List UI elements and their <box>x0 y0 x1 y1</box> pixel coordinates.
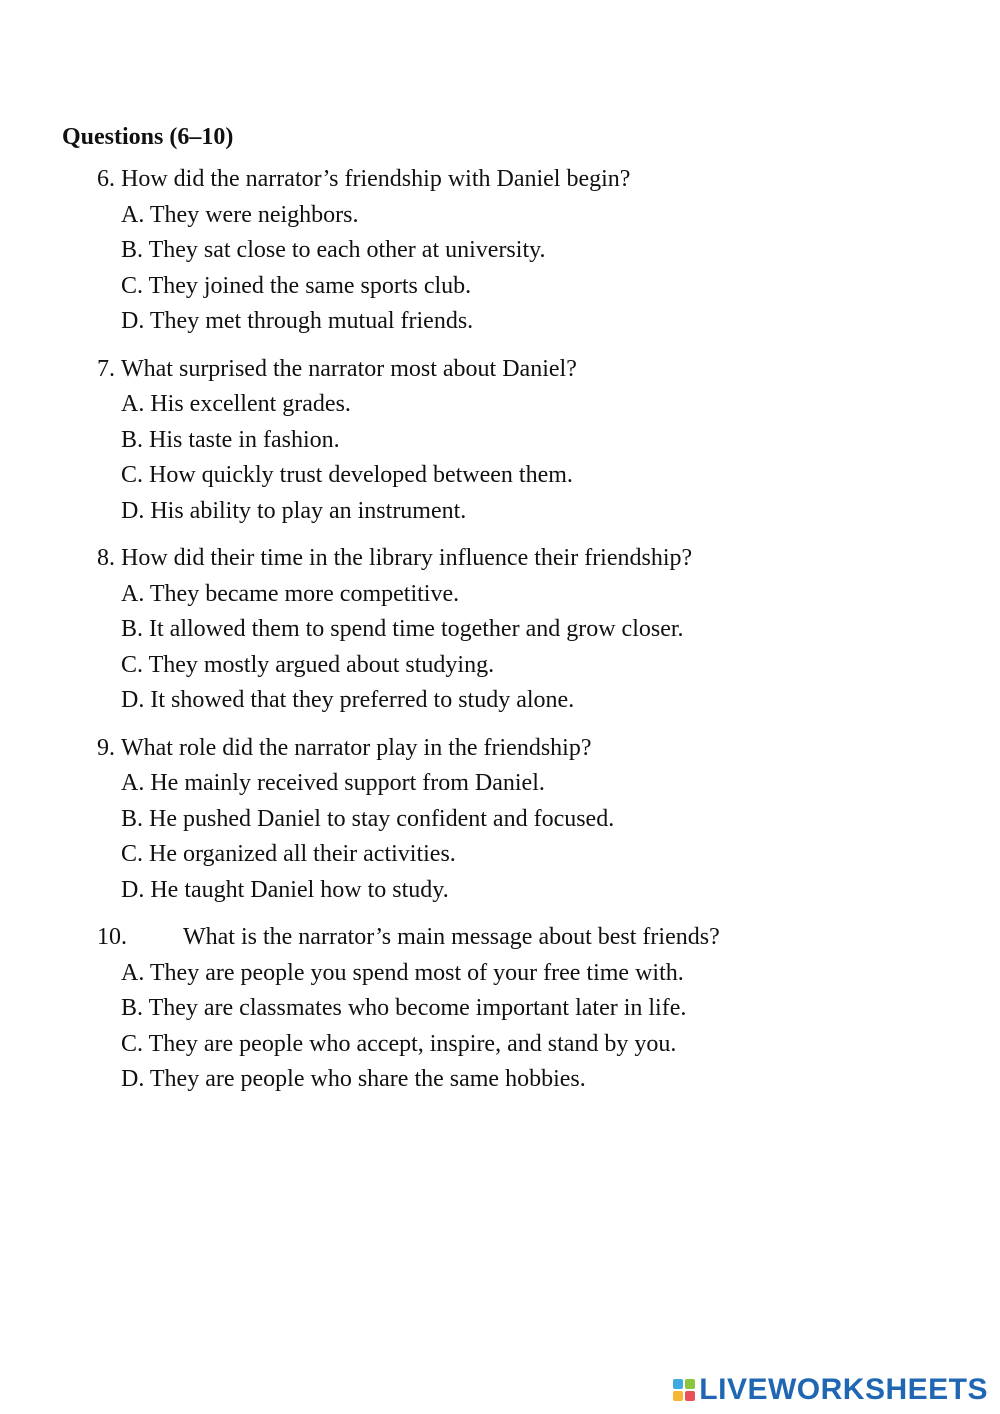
option-a: A. His excellent grades. <box>121 391 351 417</box>
question-7 <box>0 352 1000 530</box>
option-d: D. His ability to play an instrument. <box>121 497 467 524</box>
question-number: 10. <box>97 924 127 950</box>
question-stem <box>0 352 1000 388</box>
option-c: C. They are people who accept, inspire, and stand by you. <box>121 1030 677 1057</box>
question-number: 8. <box>97 545 115 571</box>
question-10 <box>0 920 1000 1098</box>
option-c: C. They mostly argued about studying. <box>121 651 495 678</box>
option-c: C. How quickly trust developed between them. <box>121 462 573 488</box>
option-d: D. It showed that they preferred to study alone. <box>121 687 575 713</box>
question-text: What role did the narrator play in the friendship? <box>121 734 592 761</box>
option-d: D. They are people who share the same hobbies. <box>121 1066 586 1092</box>
option-d: D. He taught Daniel how to study. <box>121 876 449 903</box>
logo-square <box>673 1379 683 1389</box>
question-number: 9. <box>97 734 115 761</box>
option-b: B. They sat close to each other at university. <box>121 237 546 263</box>
option-a: A. They became more competitive. <box>121 580 460 607</box>
logo-square <box>685 1379 695 1389</box>
question-text: What surprised the narrator most about Daniel? <box>121 355 577 382</box>
option-a: A. They were neighbors. <box>121 201 359 228</box>
option-c: C. He organized all their activities. <box>121 841 456 867</box>
question-list <box>0 162 1000 1110</box>
option-b: B. His taste in fashion. <box>121 426 340 453</box>
question-number: 7. <box>97 355 115 382</box>
question-number: 6. <box>97 166 115 192</box>
question-stem <box>0 162 1000 198</box>
page-heading: Questions (6–10) <box>62 124 234 150</box>
option-b: B. They are classmates who become important later in life. <box>121 995 687 1021</box>
option-a: A. He mainly received support from Daniel. <box>121 770 545 796</box>
question-stem <box>0 541 1000 577</box>
option-d: D. They met through mutual friends. <box>121 308 474 334</box>
question-8 <box>0 541 1000 719</box>
logo-square <box>685 1391 695 1401</box>
option-b: B. It allowed them to spend time together and grow closer. <box>121 616 684 642</box>
brand-name: LIVEWORKSHEETS <box>699 1373 988 1406</box>
question-text: What is the narrator’s main message about best friends? <box>183 924 720 950</box>
liveworksheets-logo-icon <box>673 1379 695 1401</box>
question-9 <box>0 731 1000 909</box>
question-stem <box>0 920 1000 956</box>
option-a: A. They are people you spend most of your free time with. <box>121 959 684 986</box>
option-c: C. They joined the same sports club. <box>121 272 472 299</box>
question-stem <box>0 731 1000 767</box>
logo-square <box>673 1391 683 1401</box>
liveworksheets-brand[interactable] <box>673 1372 988 1408</box>
question-text: How did the narrator’s friendship with Daniel begin? <box>121 166 631 192</box>
question-6 <box>0 162 1000 340</box>
option-b: B. He pushed Daniel to stay confident and focused. <box>121 805 615 832</box>
question-text: How did their time in the library influence their friendship? <box>121 545 693 571</box>
